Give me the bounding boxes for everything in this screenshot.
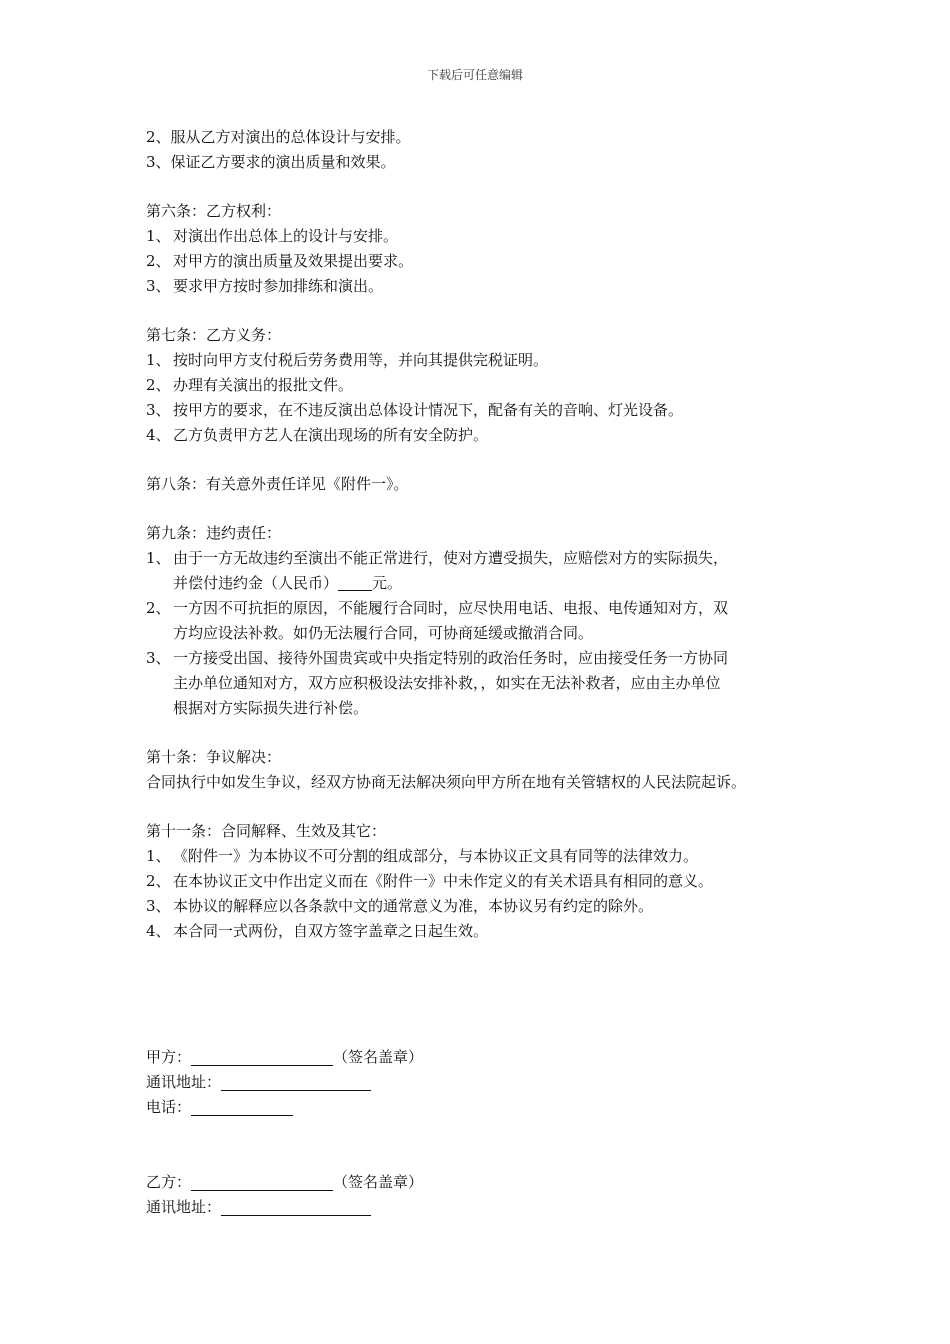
party-a-signature-block	[146, 1045, 423, 1120]
party-b-signature-line[interactable]	[191, 1174, 333, 1191]
article-11-item: 2、 在本协议正文中作出定义而在《附件一》中未作定义的有关术语具有相同的意义。	[146, 872, 714, 890]
party-b-address-line[interactable]	[221, 1199, 371, 1216]
party-b-address-label: 通讯地址：	[146, 1198, 222, 1216]
party-a-address-line[interactable]	[221, 1074, 371, 1091]
contract-body	[146, 125, 826, 944]
party-a-signature-line[interactable]	[191, 1049, 333, 1066]
article-6-item: 1、 对演出作出总体上的设计与安排。	[146, 227, 399, 245]
article-7-item: 2、 办理有关演出的报批文件。	[146, 376, 354, 394]
party-a-label: 甲方：	[146, 1048, 192, 1066]
party-a-address-label: 通讯地址：	[146, 1073, 222, 1091]
article-7-item: 3、 按甲方的要求，在不违反演出总体设计情况下，配备有关的音响、灯光设备。	[146, 401, 684, 419]
article-7-item: 4、 乙方负责甲方艺人在演出现场的所有安全防护。	[146, 426, 489, 444]
party-b-signature-block	[146, 1170, 423, 1220]
article-9-item: 3、 一方接受出国、接待外国贵宾或中央指定特别的政治任务时，应由接受任务一方协同 主办单位通知对方，双方应积极设法安排补救，，如实在无法补救者，应由主办单位 根据对方实际损失进行补偿。	[146, 649, 729, 717]
article-7-title: 第七条：乙方义务：	[146, 326, 282, 344]
page-header: 下载后可任意编辑	[426, 68, 523, 82]
article-11-item: 1、 《附件一》为本协议不可分割的组成部分，与本协议正文具有同等的法律效力。	[146, 847, 699, 865]
duty-item-3: 3、保证乙方要求的演出质量和效果。	[146, 153, 396, 171]
article-6-item: 3、 要求甲方按时参加排练和演出。	[146, 277, 384, 295]
article-6-title: 第六条：乙方权利：	[146, 202, 282, 220]
party-b-seal-label: （签名盖章）	[333, 1173, 424, 1191]
article-7-item: 1、 按时向甲方支付税后劳务费用等，并向其提供完税证明。	[146, 351, 549, 369]
article-10-text: 合同执行中如发生争议，经双方协商无法解决须向甲方所在地有关管辖权的人民法院起诉。	[146, 773, 747, 791]
party-a-phone-label: 电话：	[146, 1098, 192, 1116]
article-8-title: 第八条：有关意外责任详见《附件一》。	[146, 475, 409, 493]
article-9-item: 2、 一方因不可抗拒的原因，不能履行合同时，应尽快用电话、电报、电传通知对方，双 方均应设法补救。如仍无法履行合同，可协商延缓或撤消合同。	[146, 599, 729, 642]
penalty-amount-blank	[338, 575, 372, 591]
party-a-phone-line[interactable]	[191, 1099, 293, 1116]
article-10-title: 第十条：争议解决：	[146, 748, 282, 766]
article-6-item: 2、 对甲方的演出质量及效果提出要求。	[146, 252, 414, 270]
article-11-item: 3、 本协议的解释应以各条款中文的通常意义为准，本协议另有约定的除外。	[146, 897, 654, 915]
article-9-item: 1、 由于一方无故违约至演出不能正常进行，使对方遭受损失，应赔偿对方的实际损失， 并偿付违约金（人民币） 元。	[146, 549, 729, 592]
duty-item-2: 2、服从乙方对演出的总体设计与安排。	[146, 128, 411, 146]
article-11-item: 4、 本合同一式两份，自双方签字盖章之日起生效。	[146, 922, 489, 940]
article-11-title: 第十一条：合同解释、生效及其它：	[146, 822, 387, 840]
party-b-label: 乙方：	[146, 1173, 192, 1191]
party-a-seal-label: （签名盖章）	[333, 1048, 424, 1066]
article-9-title: 第九条：违约责任：	[146, 524, 282, 542]
